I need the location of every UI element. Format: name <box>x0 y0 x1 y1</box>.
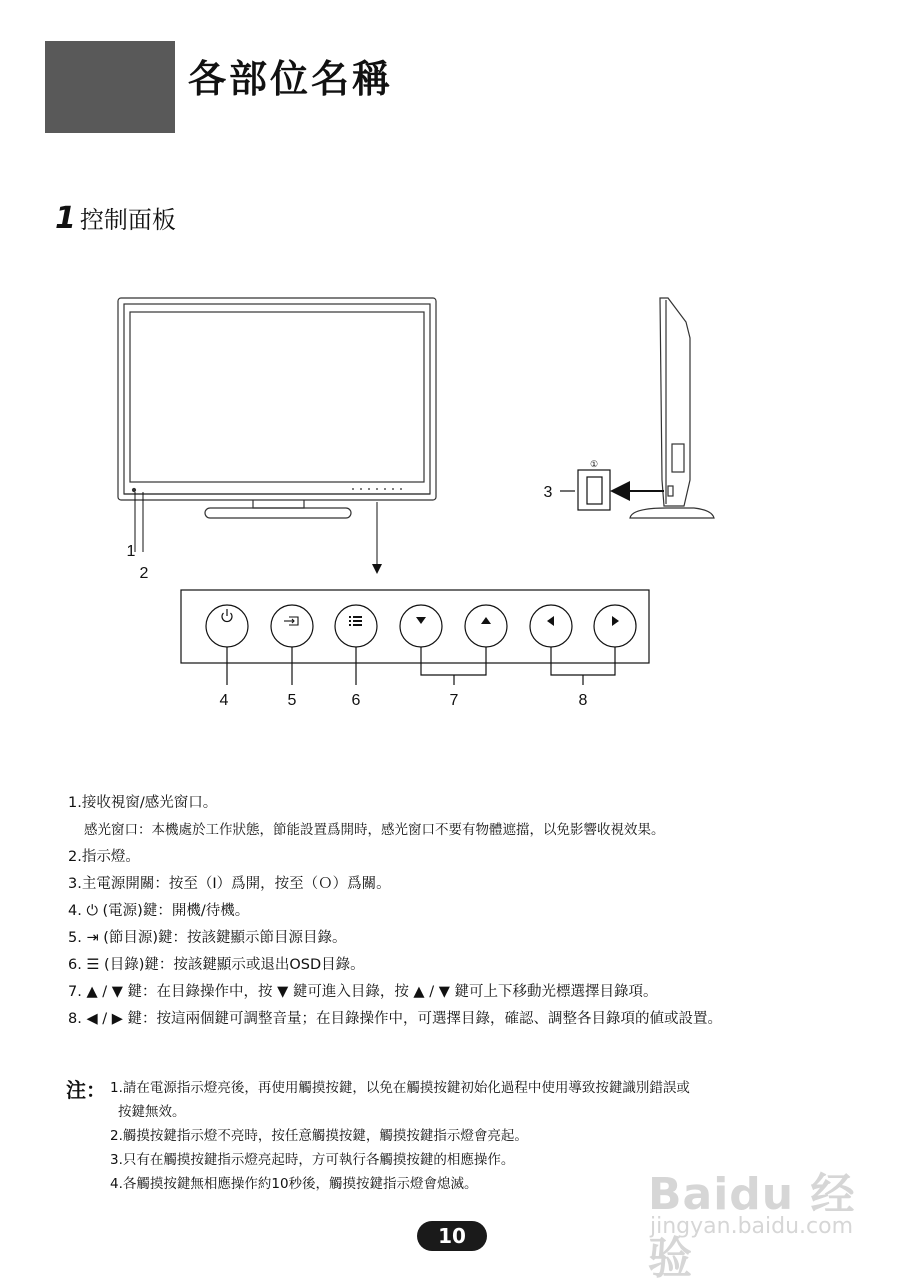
callout-7: 7 <box>449 692 459 709</box>
down-button-icon <box>416 617 426 624</box>
note-line-1: 1.請在電源指示燈亮後，再使用觸摸按鍵，以免在觸摸按鍵初始化過程中使用導致按鍵識別錯誤或 <box>110 1080 690 1096</box>
tv-front-view <box>118 298 436 518</box>
description-list <box>68 790 868 1033</box>
description-item-1: 1.接收視窗/感光窗口。 <box>68 795 218 811</box>
right-button-icon <box>612 616 619 626</box>
baidu-watermark <box>640 1150 880 1284</box>
tv-side-view <box>630 298 714 518</box>
menu-button-icon <box>349 616 362 626</box>
button-panel <box>181 590 649 685</box>
page-title: 各部位名稱 <box>188 57 394 101</box>
callout-4: 4 <box>219 692 229 709</box>
watermark-logo: Baidu 经验 <box>648 1169 856 1284</box>
section-title-text: 控制面板 <box>79 206 176 234</box>
note-line-4: 4.各觸摸按鍵無相應操作約10秒後，觸摸按鍵指示燈會熄滅。 <box>110 1176 478 1192</box>
description-item-5: 5. ⇥ (節目源)鍵：按該鍵顯示節目源目錄。 <box>68 930 347 946</box>
power-switch-symbol: ① <box>589 459 599 469</box>
section-title <box>55 200 176 236</box>
description-item-2: 2.指示燈。 <box>68 849 140 865</box>
power-button-icon <box>222 609 232 622</box>
note-line-1-cont: 按鍵無效。 <box>118 1104 186 1120</box>
left-button-icon <box>547 616 554 626</box>
section-number: 1 <box>55 201 76 236</box>
callout-1: 1 <box>126 543 136 560</box>
callout-3: 3 <box>543 484 553 501</box>
notes-label: 注： <box>66 1078 106 1102</box>
description-item-7: 7. ▲ / ▼ 鍵：在目錄操作中，按 ▼ 鍵可進入目錄，按 ▲ / ▼ 鍵可上下移動光標選擇目錄項。 <box>68 984 658 1000</box>
watermark-url: jingyan.baidu.com <box>650 1214 854 1239</box>
button-icons <box>222 609 619 626</box>
callout-6: 6 <box>351 692 361 709</box>
callout-8: 8 <box>578 692 588 709</box>
control-panel-diagram <box>0 280 905 720</box>
note-line-3: 3.只有在觸摸按鍵指示燈亮起時，方可執行各觸摸按鍵的相應操作。 <box>110 1152 515 1168</box>
description-item-6: 6. ☰ (目錄)鍵：按該鍵顯示或退出OSD目錄。 <box>68 957 365 973</box>
description-item-8: 8. ◀ / ▶ 鍵：按這兩個鍵可調整音量；在目錄操作中，可選擇目錄，確認、調整各目錄項的値或設置。 <box>68 1011 722 1027</box>
description-item-4: 4. ⏻ (電源)鍵：開機/待機。 <box>68 903 250 919</box>
description-item-3: 3.主電源開關：按至（Ⅰ）爲開，按至（Ｏ）爲關。 <box>68 876 391 892</box>
page-number: 10 <box>417 1221 487 1251</box>
up-button-icon <box>481 617 491 624</box>
callout-5: 5 <box>287 692 297 709</box>
description-item-1-detail: 感光窗口：本機處於工作狀態，節能設置爲開時，感光窗口不要有物體遮擋，以免影響收視效果。 <box>84 822 665 838</box>
source-button-icon <box>284 617 298 625</box>
callout-2: 2 <box>139 565 149 582</box>
power-switch-detail <box>560 470 664 510</box>
front-callouts <box>135 492 377 570</box>
header-block <box>45 41 175 133</box>
note-line-2: 2.觸摸按鍵指示燈不亮時，按任意觸摸按鍵，觸摸按鍵指示燈會亮起。 <box>110 1128 528 1144</box>
